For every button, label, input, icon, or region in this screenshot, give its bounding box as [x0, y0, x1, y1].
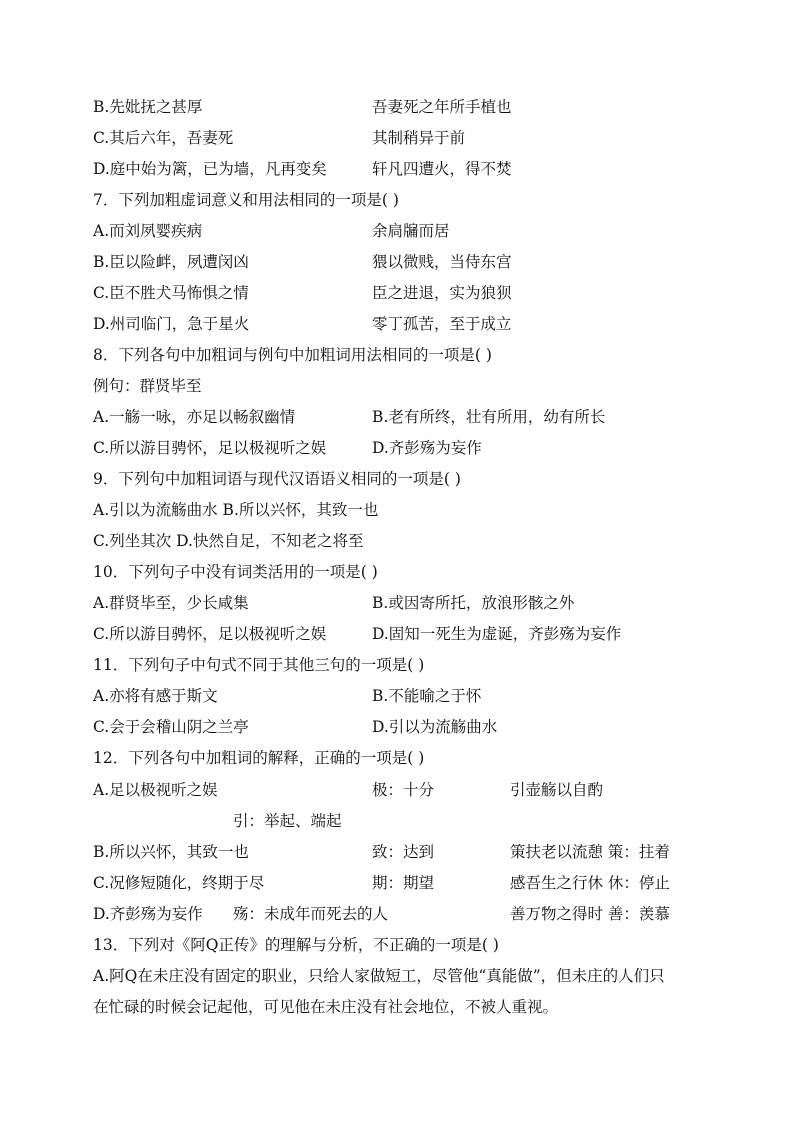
option-text: B.老有所终，壮有所用，幼有所长 — [372, 408, 606, 426]
option-text: B.臣以险衅，夙遭闵凶 — [93, 253, 249, 271]
option-text: C.所以游目骋怀，足以极视听之娱 — [93, 625, 327, 643]
option-text: 吾妻死之年所手植也 — [372, 98, 512, 116]
question-9: 9．下列句中加粗词语与现代汉语语义相同的一项是( ) — [93, 470, 461, 488]
option-text: D.齐彭殇为妄作 — [93, 905, 203, 923]
question-8: 8．下列各句中加粗词与例句中加粗词用法相同的一项是( ) — [93, 346, 492, 364]
option-text: D.州司临门，急于星火 — [93, 315, 250, 333]
option-text: 致：达到 — [372, 843, 435, 861]
option-text: 引：举起、端起 — [233, 812, 342, 830]
option-text: 零丁孤苦，至于成立 — [372, 315, 512, 333]
option-text: 轩凡四遭火，得不焚 — [372, 160, 512, 178]
question-11: 11．下列句子中句式不同于其他三句的一项是( ) — [93, 656, 425, 674]
option-text: C.臣不胜犬马怖惧之情 — [93, 284, 249, 302]
option-text: A.足以极视听之娱 — [93, 781, 218, 799]
option-text: D.固知一死生为虚诞，齐彭殇为妄作 — [372, 625, 622, 643]
option-text: 余扃牖而居 — [372, 222, 450, 240]
option-text: D.齐彭殇为妄作 — [372, 439, 482, 457]
question-10: 10．下列句子中没有词类活用的一项是( ) — [93, 563, 378, 581]
option-text: 其制稍异于前 — [372, 129, 466, 147]
option-text: C.其后六年，吾妻死 — [93, 129, 234, 147]
option-text: 引壶觞以自酌 — [510, 781, 604, 799]
option-text: D.引以为流觞曲水 — [372, 718, 498, 736]
option-text: 极：十分 — [372, 781, 435, 799]
option-text: 猥以微贱，当侍东宫 — [372, 253, 512, 271]
option-text: A.阿Q在未庄没有固定的职业，只给人家做短工，尽管他“真能做”，但未庄的人们只 — [93, 967, 665, 985]
option-text: C.所以游目骋怀，足以极视听之娱 — [93, 439, 327, 457]
question-7: 7．下列加粗虚词意义和用法相同的一项是( ) — [93, 191, 399, 209]
option-text: B.先妣抚之甚厚 — [93, 98, 203, 116]
option-text: 策扶老以流憩 策：拄着 — [510, 843, 670, 861]
option-text: C.列坐其次 D.快然自足，不知老之将至 — [93, 532, 364, 550]
option-text: A.引以为流觞曲水 B.所以兴怀，其致一也 — [93, 501, 379, 519]
example-sentence: 例句：群贤毕至 — [93, 377, 202, 395]
option-text: 感吾生之行休 休：停止 — [510, 874, 670, 892]
option-text: A.而刘夙婴疾病 — [93, 222, 203, 240]
option-text: 善万物之得时 善：羡慕 — [510, 905, 670, 923]
option-text: B.或因寄所托，放浪形骸之外 — [372, 594, 575, 612]
option-text: A.群贤毕至，少长咸集 — [93, 594, 249, 612]
option-text: A.一觞一咏，亦足以畅叙幽情 — [93, 408, 296, 426]
option-text: 殇：未成年而死去的人 — [233, 905, 389, 923]
option-text: C.会于会稽山阴之兰亭 — [93, 718, 249, 736]
option-text: C.况修短随化，终期于尽 — [93, 874, 265, 892]
question-12: 12．下列各句中加粗词的解释，正确的一项是( ) — [93, 749, 425, 767]
question-13: 13．下列对《阿Q正传》的理解与分析，不正确的一项是( ) — [93, 936, 499, 954]
option-text: 臣之进退，实为狼狈 — [372, 284, 512, 302]
option-text: 期：期望 — [372, 874, 435, 892]
option-text: B.所以兴怀，其致一也 — [93, 843, 249, 861]
option-text: 在忙碌的时候会记起他，可见他在未庄没有社会地位，不被人重视。 — [93, 998, 559, 1016]
option-text: D.庭中始为篱，已为墙，凡再变矣 — [93, 160, 327, 178]
option-text: A.亦将有感于斯文 — [93, 687, 218, 705]
option-text: B.不能喻之于怀 — [372, 687, 482, 705]
